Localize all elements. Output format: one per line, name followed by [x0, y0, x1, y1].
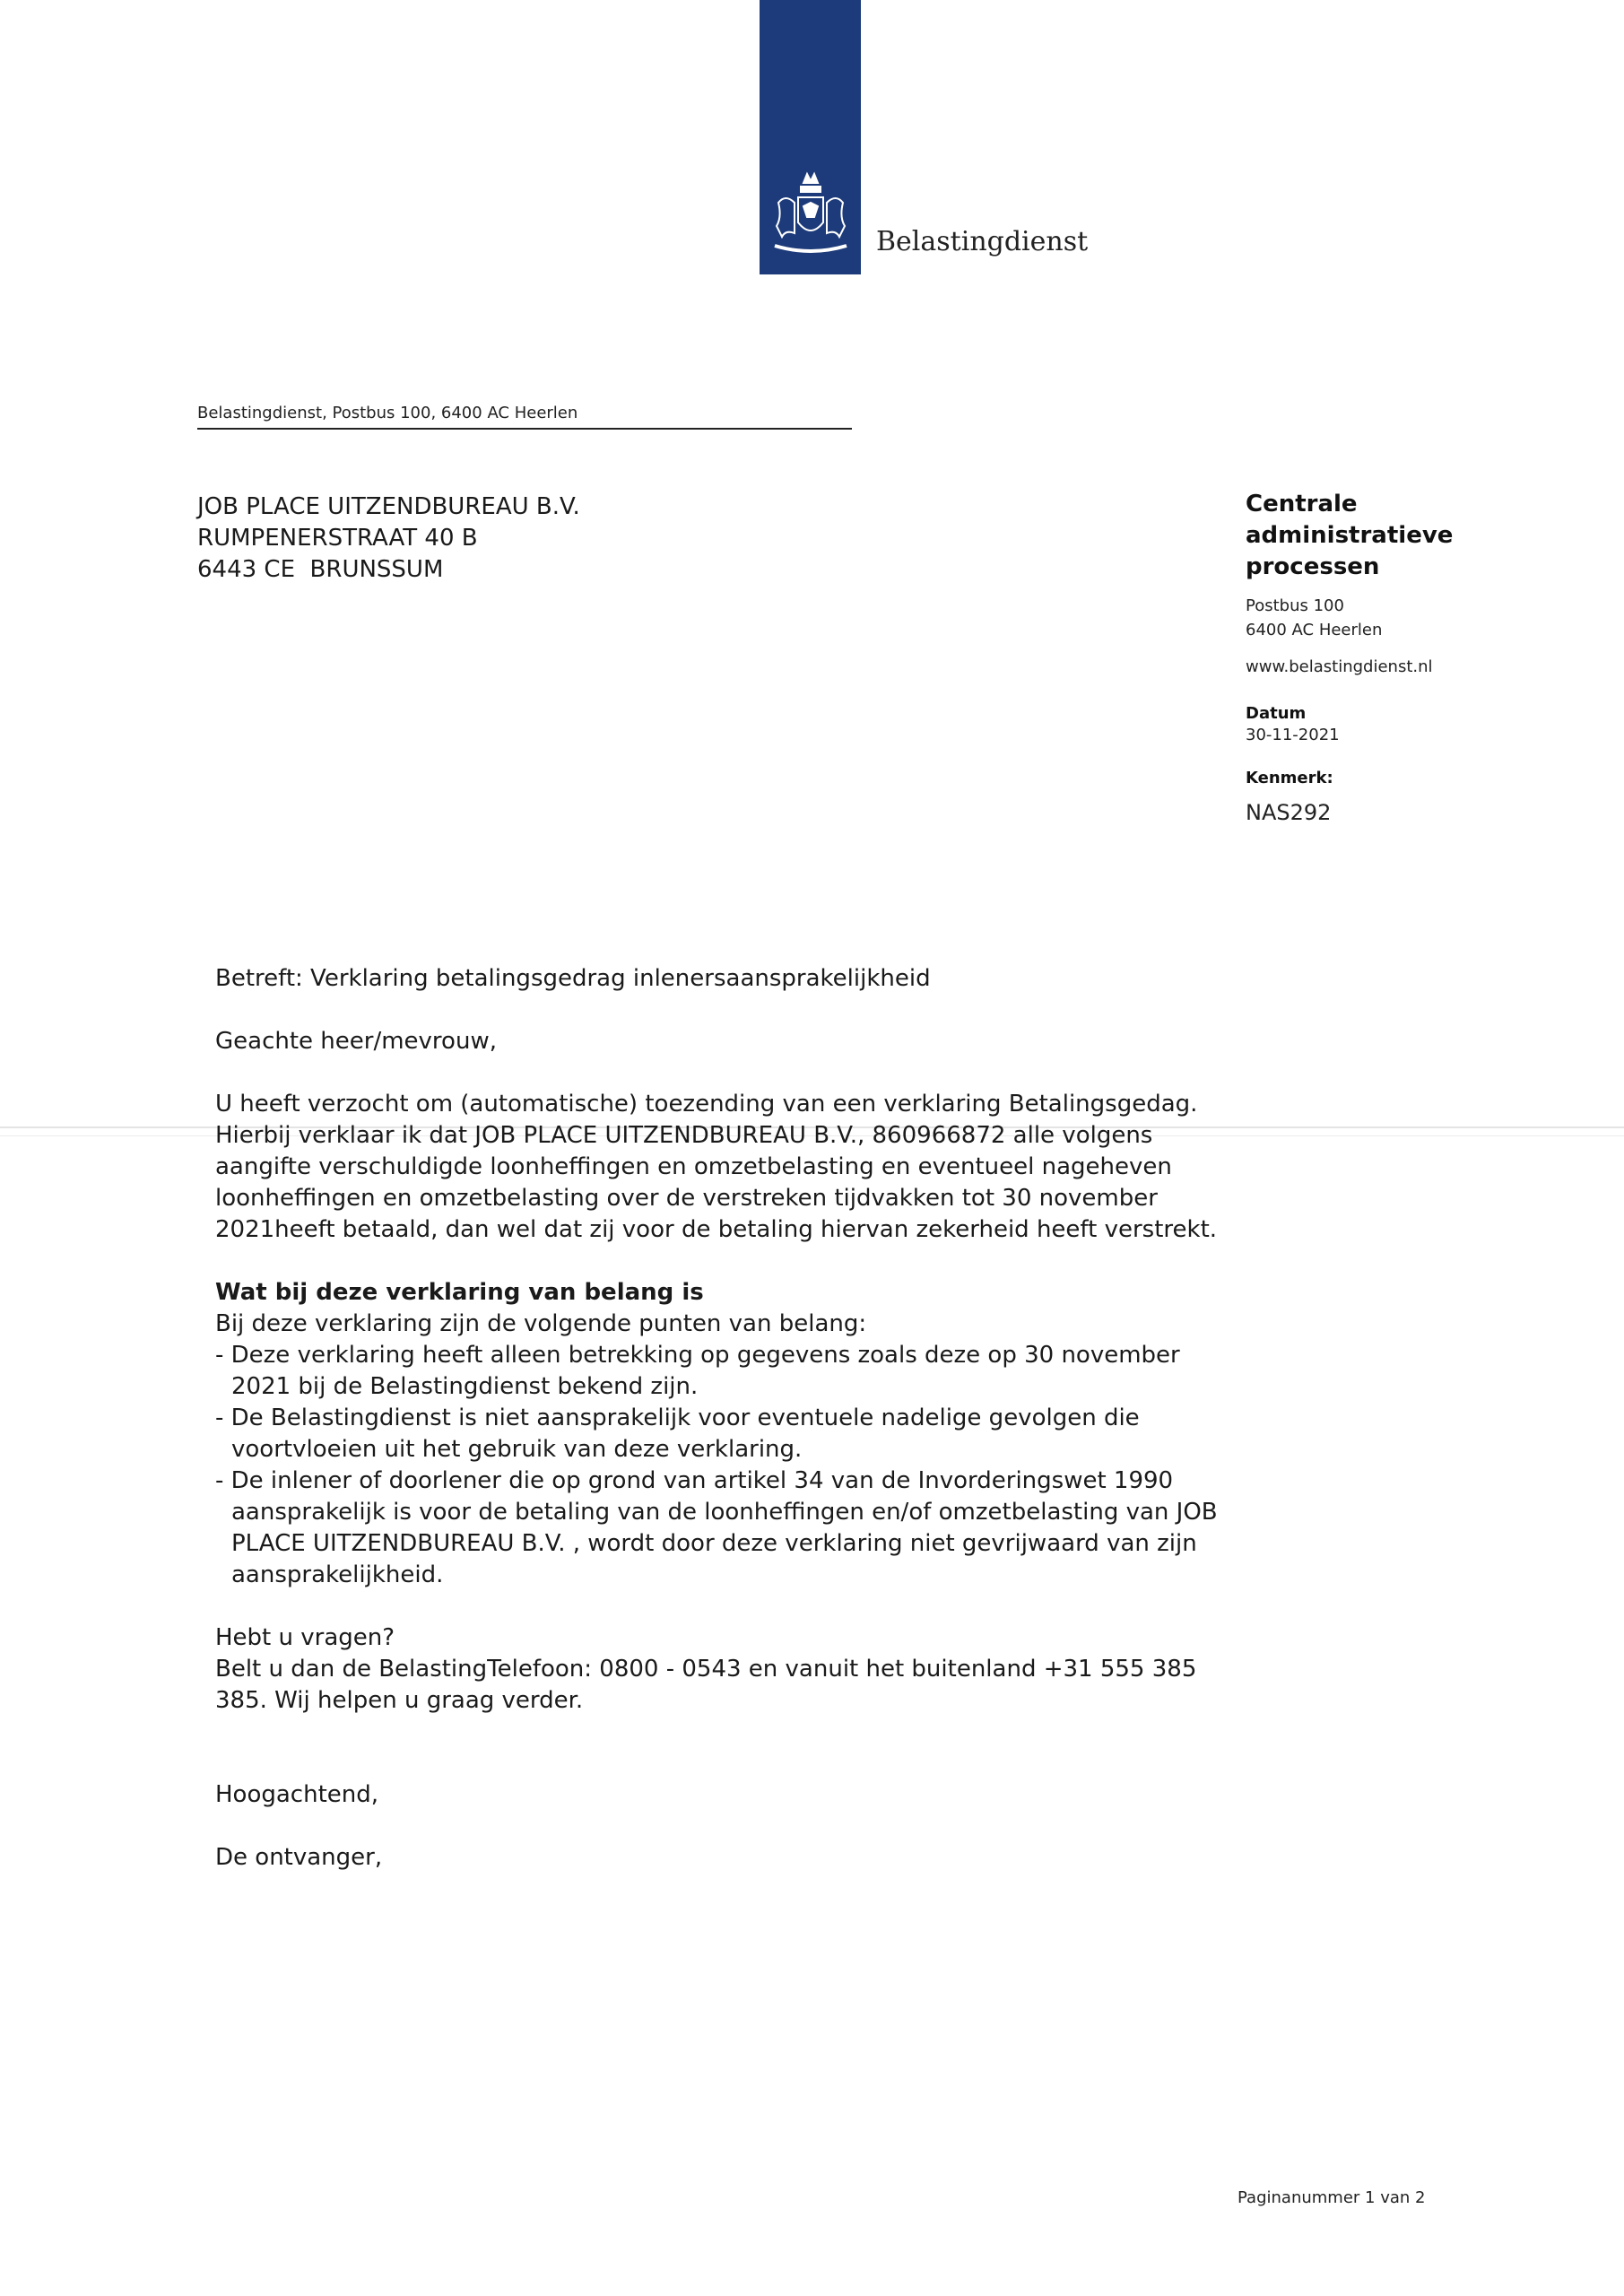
section-heading: Wat bij deze verklaring van belang is — [215, 1279, 704, 1306]
paragraph: Bij deze verklaring zijn de volgende punten van belang: — [215, 1310, 867, 1337]
list-item: - Deze verklaring heeft alleen betrekking op gegevens zoals deze op 30 november 2021 bij de Belastingdienst bekend zijn. — [215, 1342, 1180, 1400]
coat-of-arms-icon — [762, 167, 859, 271]
paragraph: U heeft verzocht om (automatische) toezending van een verklaring Betalingsgedag. — [215, 1091, 1198, 1118]
sender-sidebar — [1246, 489, 1568, 825]
return-address: Belastingdienst, Postbus 100, 6400 AC Heerlen — [197, 404, 852, 430]
recipient-address — [197, 491, 580, 586]
page-number: Paginanummer 1 van 2 — [1238, 2188, 1426, 2207]
date-label: Datum — [1246, 704, 1307, 723]
signature: De ontvanger, — [215, 1844, 383, 1871]
reference-label: Kenmerk: — [1246, 769, 1333, 787]
list-item: - De Belastingdienst is niet aansprakelijk voor eventuele nadelige gevolgen die voortvloeien uit het gebruik van deze verklaring. — [215, 1405, 1140, 1463]
recipient-line: JOB PLACE UITZENDBUREAU B.V. — [197, 493, 580, 520]
date-value: 30-11-2021 — [1246, 726, 1340, 744]
reference-value: NAS292 — [1246, 800, 1332, 825]
letter-body — [215, 963, 1229, 1874]
paragraph: Hierbij verklaar ik dat JOB PLACE UITZENDBUREAU B.V., 860966872 alle volgens aangifte verschuldigde loonheffingen en omzetbelasting en eventueel nageheven loonheffingen en omzetbelasting over de verstreken tijdvakken tot 30 november 2021heeft betaald, dan wel dat zij voor de betaling hiervan zekerheid heeft verstrekt. — [215, 1122, 1218, 1243]
sender-city: 6400 AC Heerlen — [1246, 621, 1383, 639]
sender-postbus: Postbus 100 — [1246, 596, 1344, 615]
recipient-line: RUMPENERSTRAAT 40 B — [197, 525, 478, 552]
closing: Hoogachtend, — [215, 1781, 379, 1808]
subject-line: Betreft: Verklaring betalingsgedrag inlenersaansprakelijkheid — [215, 965, 931, 992]
salutation: Geachte heer/mevrouw, — [215, 1028, 497, 1055]
website-link: www.belastingdienst.nl — [1246, 657, 1433, 676]
list-item: - De inlener of doorlener die op grond van artikel 34 van de Invorderingswet 1990 aansprakelijk is voor de betaling van de loonheffingen en/of omzetbelasting van JOB PLACE UITZENDBUREAU B.V. , wordt door deze verklaring niet gevrijwaard van zijn aansprakelijkheid. — [215, 1467, 1218, 1588]
questions-heading: Hebt u vragen? — [215, 1624, 395, 1651]
department-title: Centrale administratieve processen — [1246, 491, 1454, 580]
questions-text: Belt u dan de BelastingTelefoon: 0800 - 0543 en vanuit het buitenland +31 555 385 385. Wij helpen u graag verder. — [215, 1656, 1197, 1714]
recipient-line: 6443 CE BRUNSSUM — [197, 556, 444, 583]
brand-name: Belastingdienst — [876, 226, 1089, 257]
